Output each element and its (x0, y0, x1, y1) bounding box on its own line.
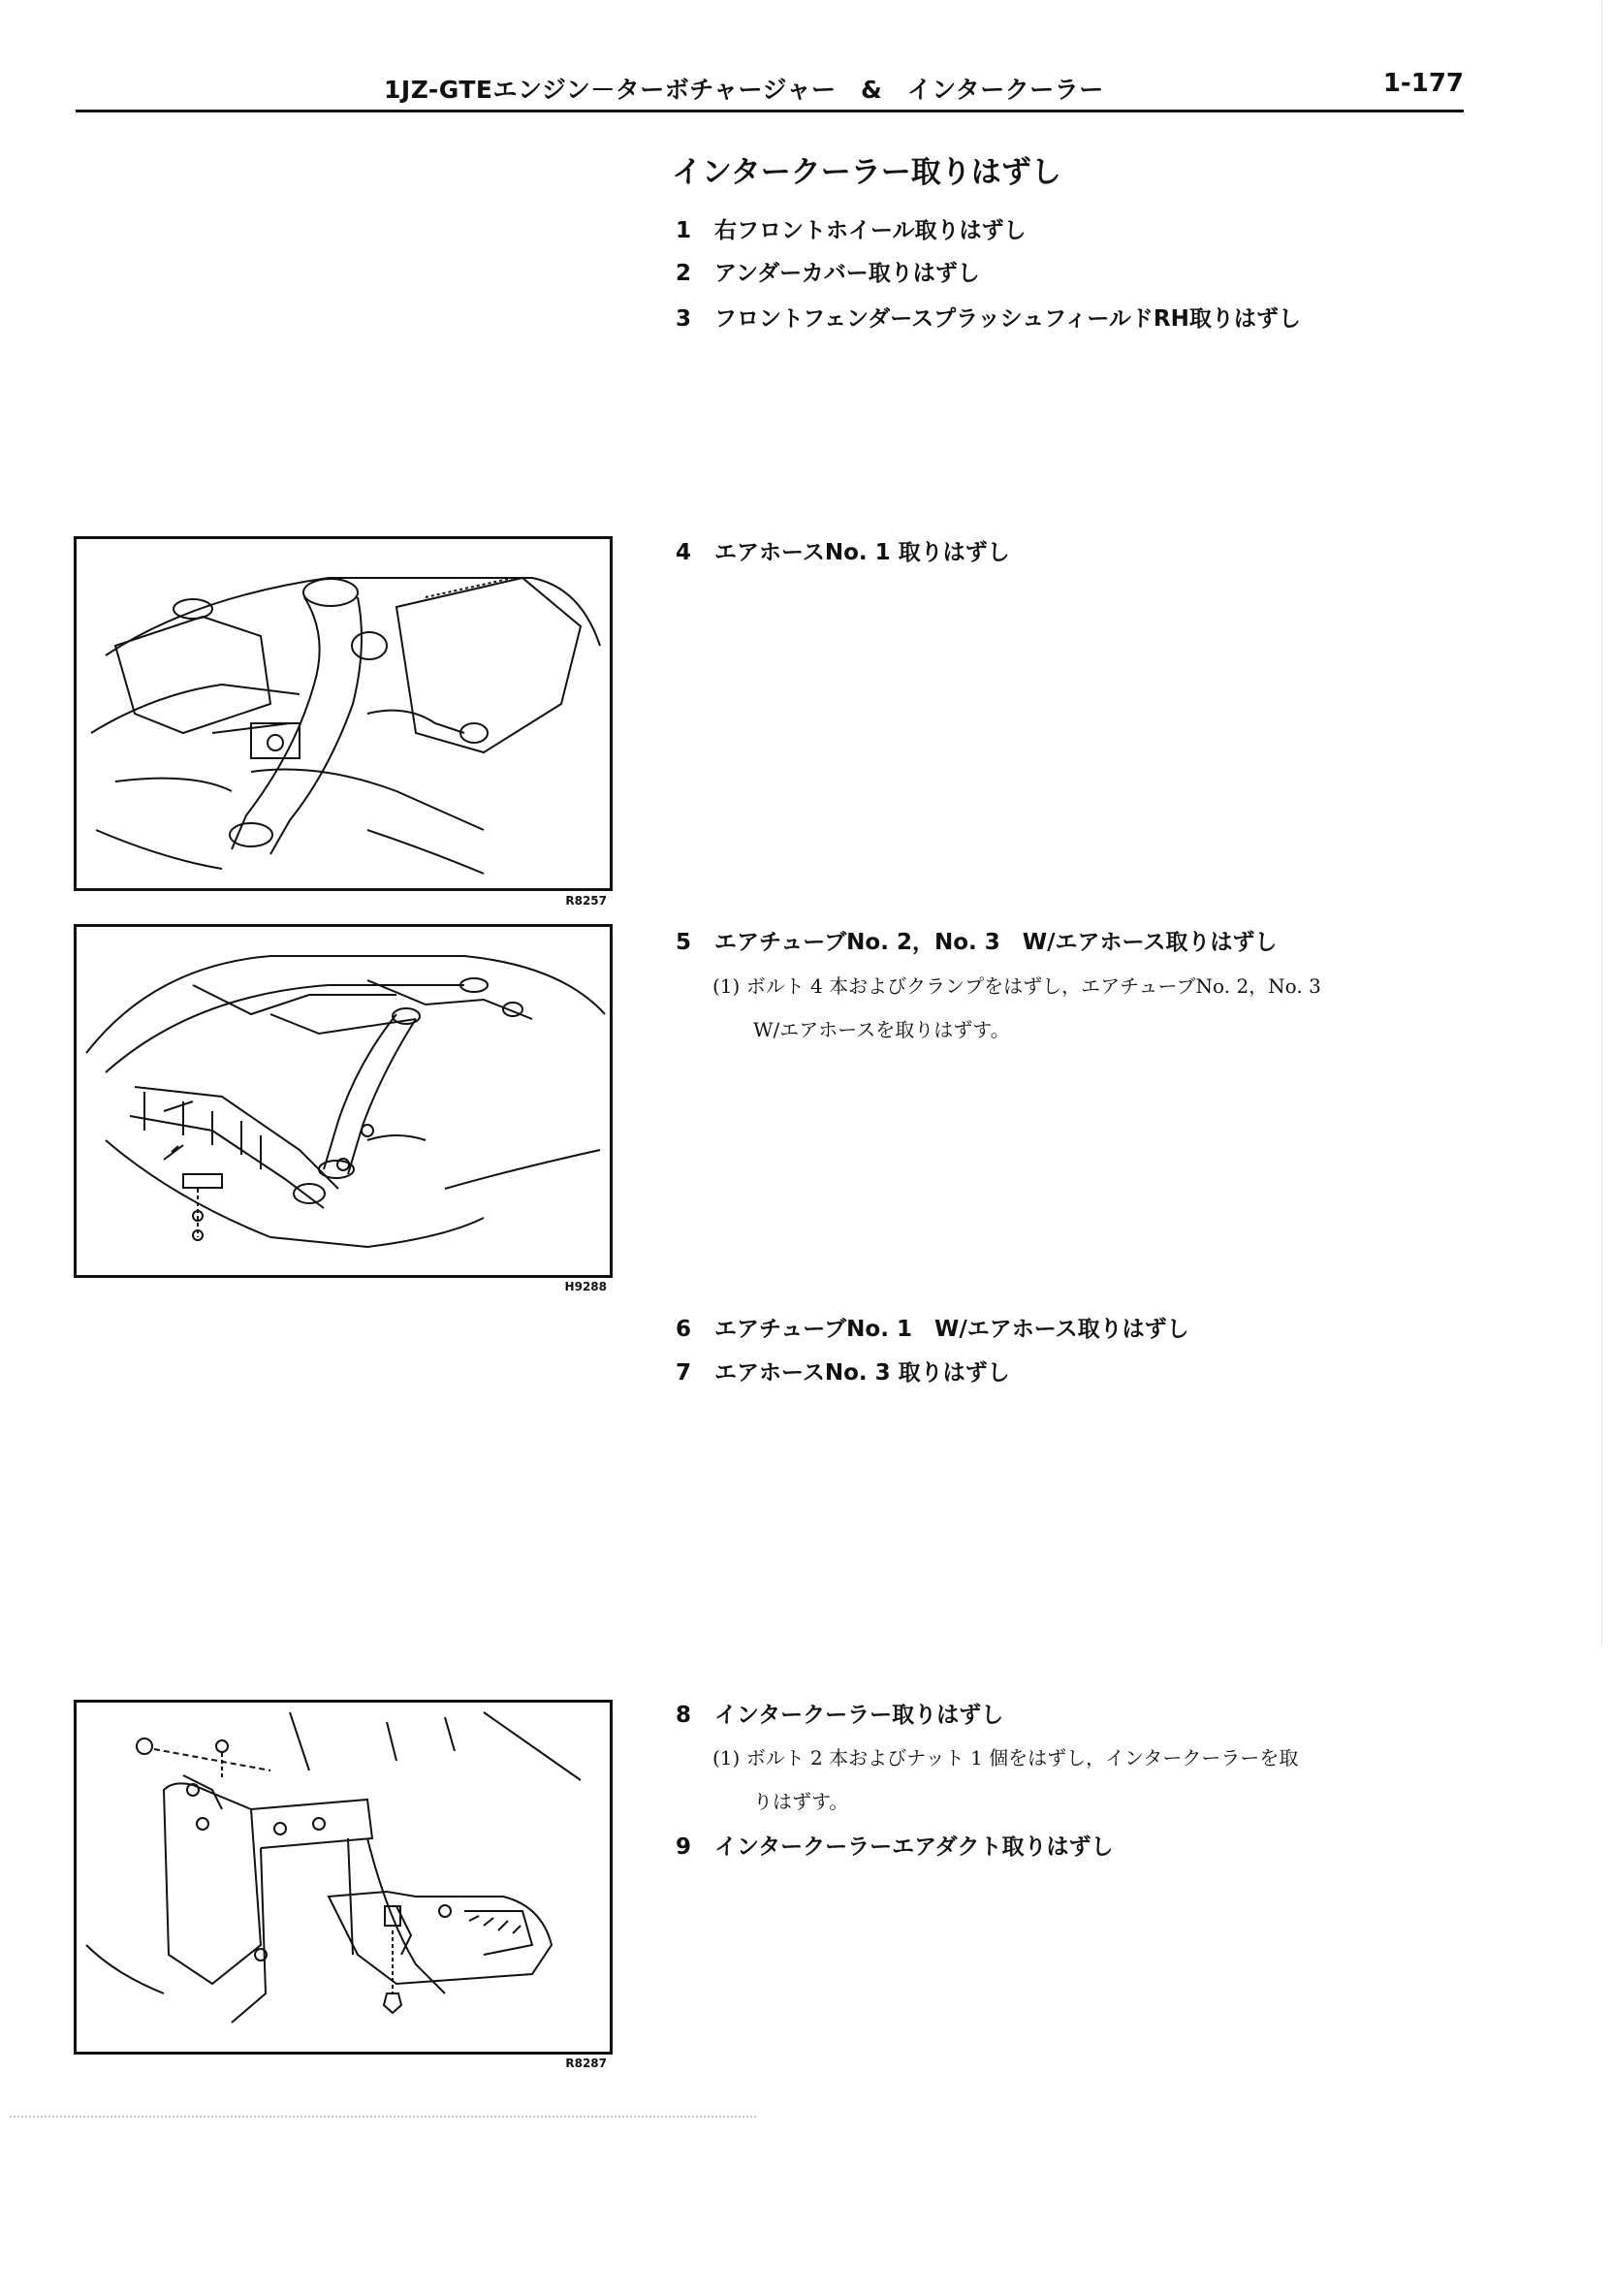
intercooler-air-duct-illustration-icon (77, 1703, 610, 2052)
page-number: 1-177 (1382, 69, 1464, 98)
substep-marker: (1) (712, 974, 741, 998)
substep-text-line1: ボルト 2 本およびナット 1 個をはずし，インタークーラーを取 (745, 1746, 1299, 1770)
figure-code: R8257 (565, 894, 607, 908)
page-header-title: 1JZ-GTEエンジン－ターボチャージャー & インタークーラー (384, 76, 1104, 104)
step-4 (676, 538, 1010, 567)
step-text: エアチューブNo. 2，No. 3 W/エアホース取りはずし (714, 930, 1278, 955)
step-8 (676, 1701, 1003, 1730)
step-5-substep (712, 965, 1464, 1052)
step-number: 6 (676, 1317, 692, 1342)
step-8-substep (712, 1737, 1464, 1824)
figure-code: R8287 (565, 2057, 607, 2070)
step-number: 1 (676, 218, 692, 243)
step-text: インタークーラーエアダクト取りはずし (714, 1834, 1114, 1860)
figure-intercooler (74, 1700, 613, 2055)
step-3 (676, 304, 1301, 334)
figure-air-tube-no2-no3 (74, 924, 613, 1278)
substep-text-line1: ボルト 4 本およびクランプをはずし，エアチューブNo. 2，No. 3 (745, 974, 1321, 998)
scan-dotted-line (10, 2116, 756, 2118)
step-number: 7 (676, 1360, 692, 1386)
scan-edge-mark (1601, 0, 1602, 1648)
substep-text-line2: W/エアホースを取りはずす。 (753, 1018, 1010, 1041)
step-number: 4 (676, 540, 692, 565)
step-text: 右フロントホイール取りはずし (714, 218, 1027, 243)
step-9 (676, 1833, 1113, 1862)
step-number: 3 (676, 306, 692, 332)
step-number: 8 (676, 1703, 692, 1728)
step-5 (676, 928, 1277, 957)
step-text: インタークーラー取りはずし (714, 1703, 1004, 1728)
step-text: フロントフェンダースプラッシュフィールドRH取りはずし (714, 306, 1301, 332)
engine-air-hose-illustration-icon (77, 539, 610, 888)
header-rule (76, 110, 1464, 112)
step-6 (676, 1315, 1189, 1344)
section-title: インタークーラー取りはずし (672, 155, 1061, 190)
step-text: エアチューブNo. 1 W/エアホース取りはずし (714, 1317, 1189, 1342)
step-2 (676, 259, 980, 288)
substep-marker: (1) (712, 1746, 741, 1770)
step-text: エアホースNo. 3 取りはずし (714, 1360, 1010, 1386)
step-number: 2 (676, 261, 692, 286)
figure-code: H9288 (564, 1280, 607, 1293)
step-1 (676, 216, 1027, 245)
substep-text-line2: りはずす。 (753, 1790, 849, 1813)
air-tube-intercooler-illustration-icon (77, 927, 610, 1275)
step-number: 5 (676, 930, 692, 955)
step-7 (676, 1358, 1010, 1387)
figure-air-hose-no1 (74, 536, 613, 891)
step-number: 9 (676, 1834, 692, 1860)
step-text: アンダーカバー取りはずし (714, 261, 980, 286)
step-text: エアホースNo. 1 取りはずし (714, 540, 1010, 565)
